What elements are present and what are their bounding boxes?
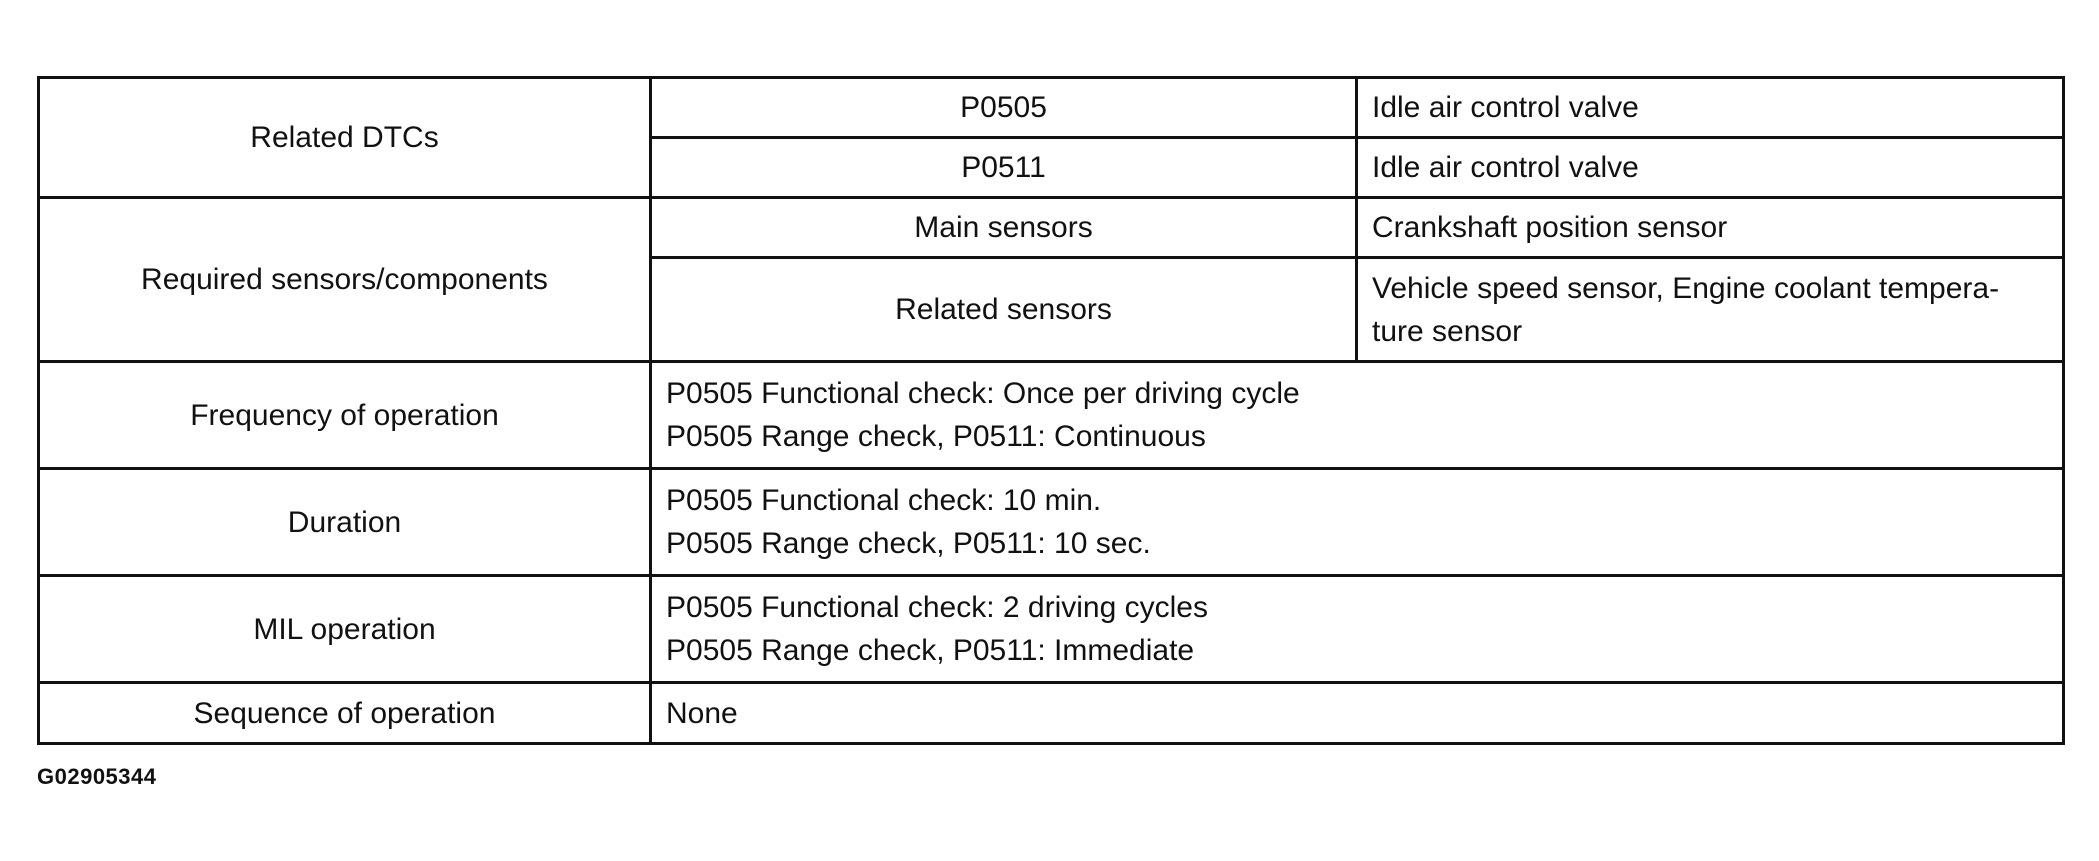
related-sensors-line-2: ture sensor (1372, 314, 1523, 348)
dtc-code-cell: P0505 (651, 78, 1357, 138)
main-sensors-value: Crankshaft position sensor (1357, 198, 2064, 258)
dtc-description-cell: Idle air control valve (1357, 78, 2064, 138)
frequency-line-2: P0505 Range check, P0511: Continuous (666, 420, 1206, 453)
table-row (39, 198, 2064, 258)
duration-line-1: P0505 Functional check: 10 min. (666, 484, 1102, 517)
duration-label: Duration (39, 469, 651, 576)
monitor-spec-table (37, 76, 2065, 745)
related-sensors-value (1357, 258, 2064, 362)
mil-operation-label: MIL operation (39, 576, 651, 683)
main-sensors-label: Main sensors (651, 198, 1357, 258)
table-row (39, 78, 2064, 138)
figure-id: G02905344 (37, 764, 157, 789)
dtc-code-cell: P0511 (651, 138, 1357, 198)
related-dtcs-label: Related DTCs (39, 78, 651, 198)
mil-line-2: P0505 Range check, P0511: Immediate (666, 634, 1195, 667)
mil-operation-value (651, 576, 2064, 683)
table-row (39, 362, 2064, 469)
dtc-description-cell: Idle air control valve (1357, 138, 2064, 198)
related-sensors-line-1: Vehicle speed sensor, Engine coolant tempera- (1372, 271, 2000, 305)
table-row (39, 469, 2064, 576)
table-row (39, 576, 2064, 683)
frequency-line-1: P0505 Functional check: Once per driving cycle (666, 377, 1300, 410)
required-sensors-label: Required sensors/components (39, 198, 651, 362)
duration-line-2: P0505 Range check, P0511: 10 sec. (666, 527, 1151, 560)
sequence-value: None (651, 683, 2064, 744)
frequency-label: Frequency of operation (39, 362, 651, 469)
frequency-value (651, 362, 2064, 469)
mil-line-1: P0505 Functional check: 2 driving cycles (666, 591, 1208, 624)
duration-value (651, 469, 2064, 576)
related-sensors-label: Related sensors (651, 258, 1357, 362)
table-row (39, 683, 2064, 744)
sequence-label: Sequence of operation (39, 683, 651, 744)
